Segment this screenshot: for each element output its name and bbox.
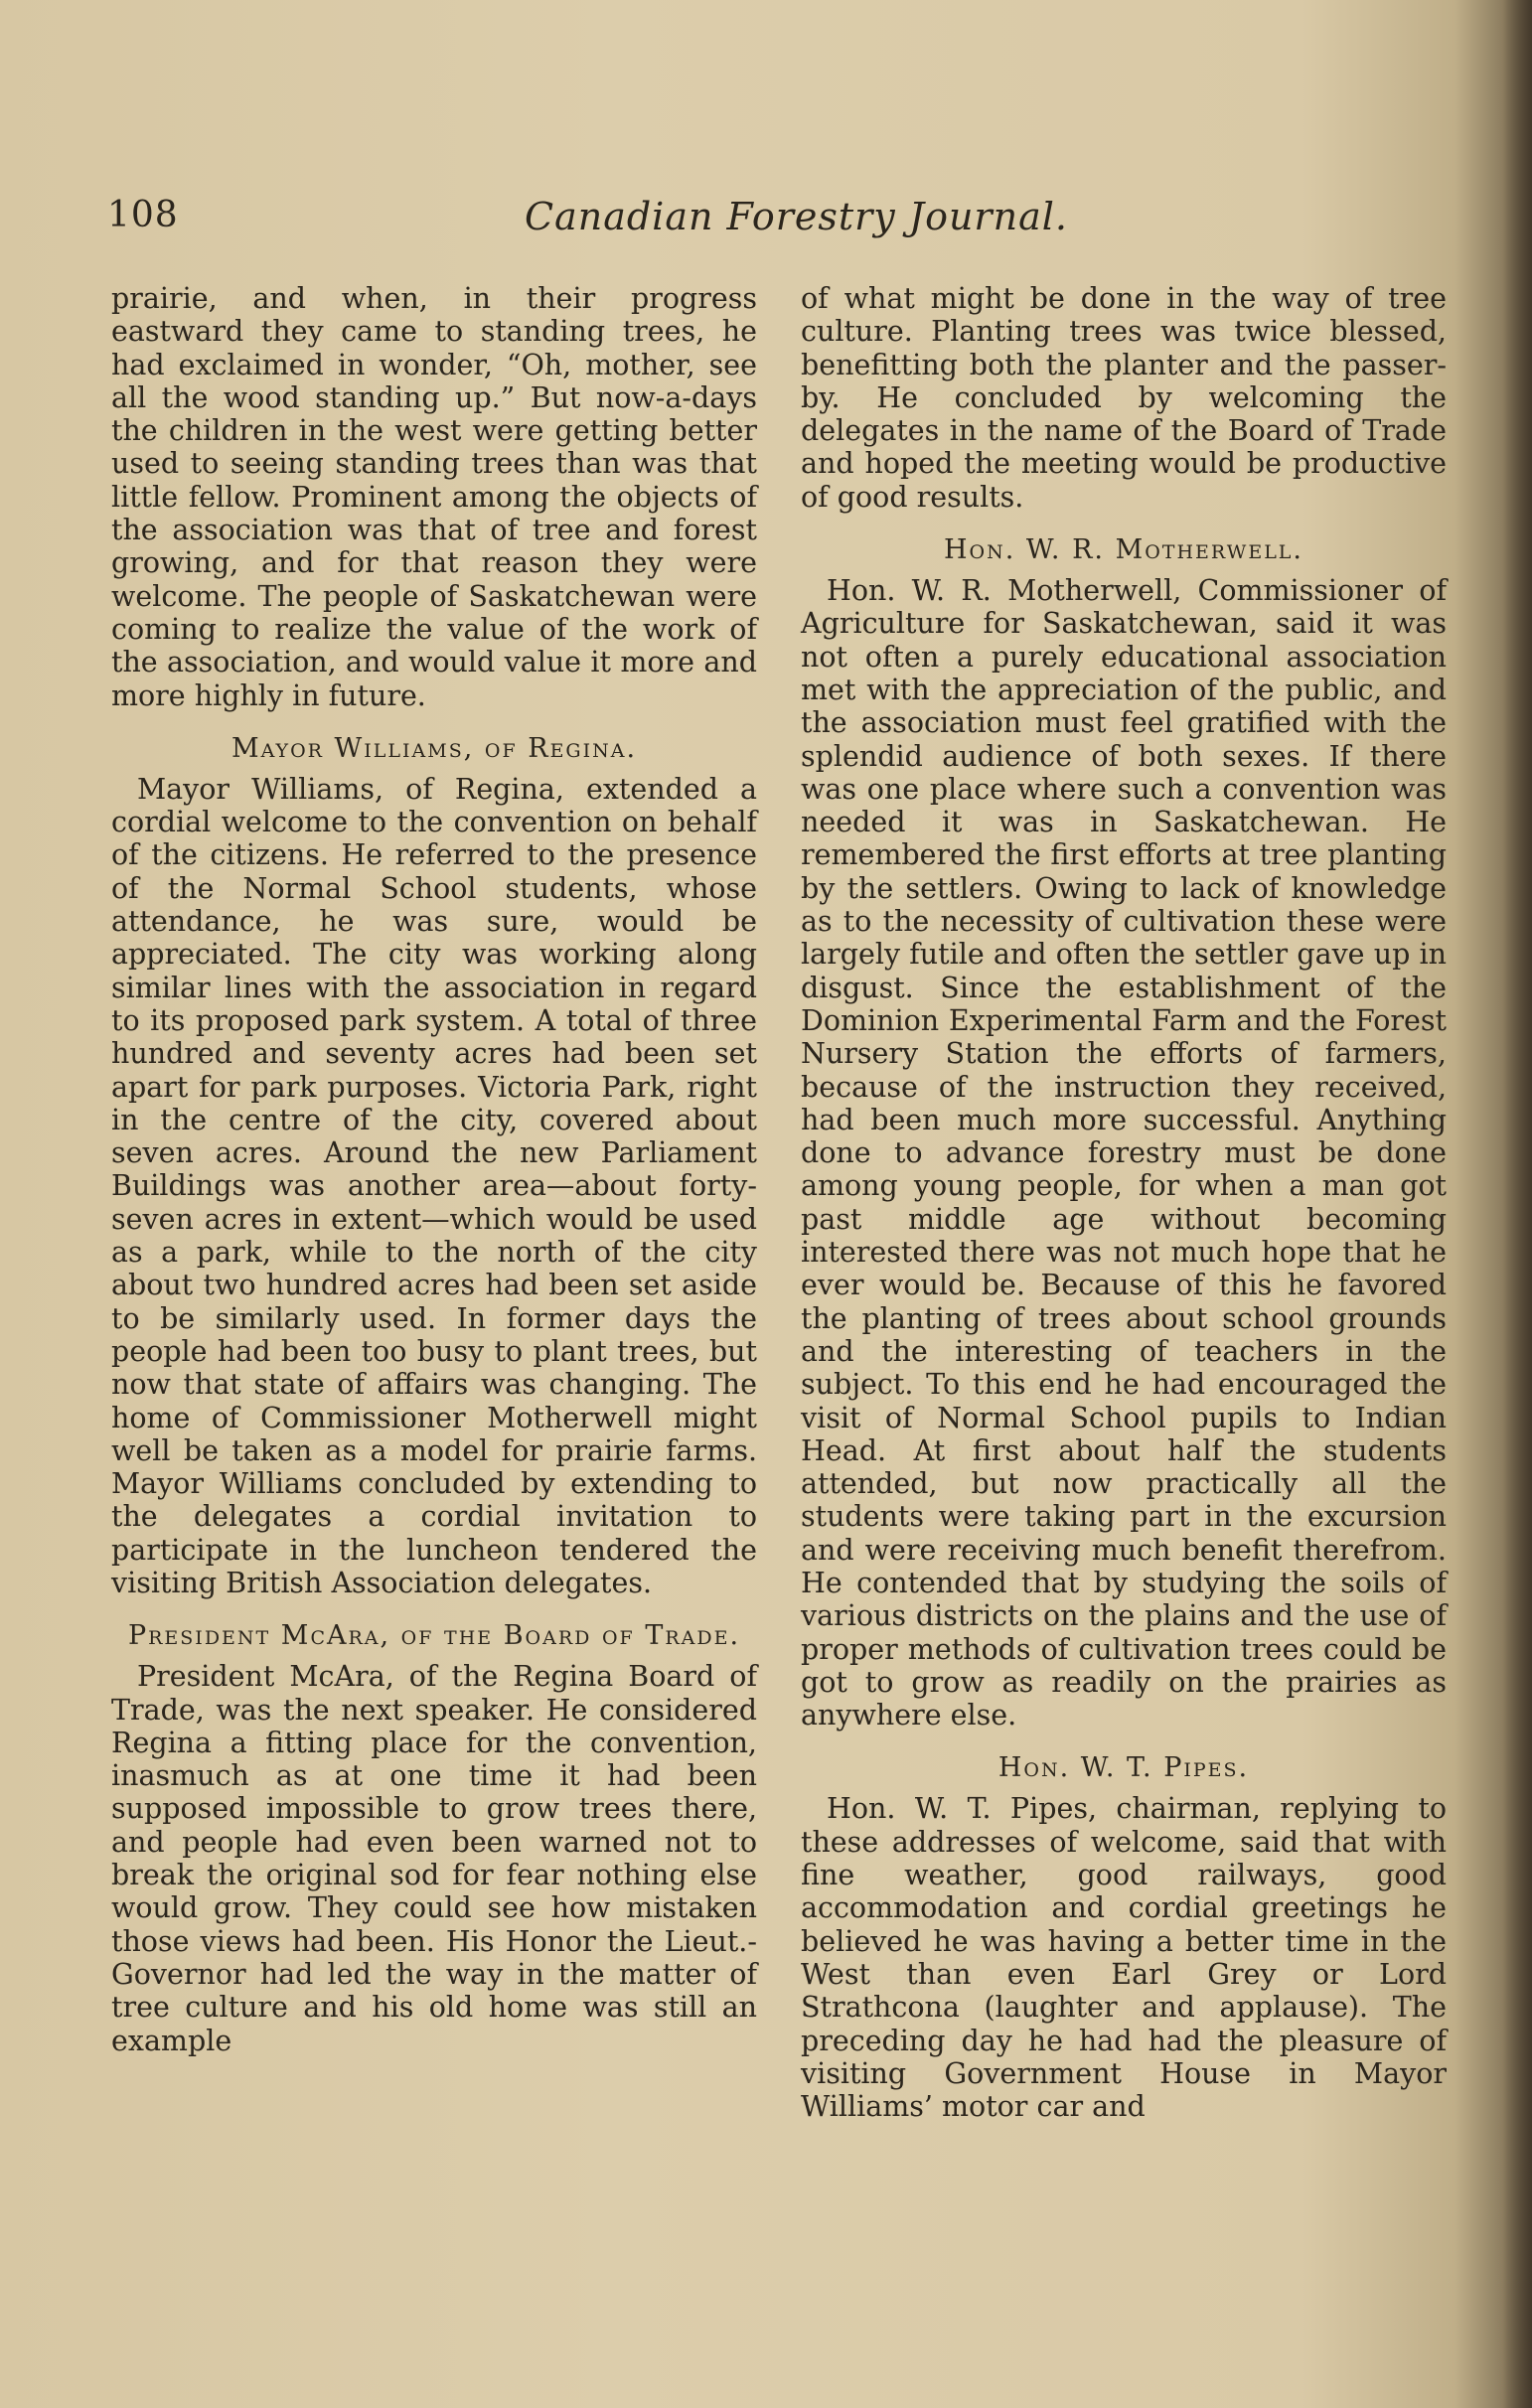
left-column [111,282,757,2057]
section-heading: President McAra, of the Board of Trade. [127,1620,741,1652]
page-number: 108 [107,195,179,235]
paragraph: Hon. W. R. Motherwell, Commissioner of Agriculture for Saskatchewan, said it was not often a purely educational association met with the appreciation of the public, and the association must feel gratified with the splendid audience of both sexes. If there was one place where such a convention was needed it was in Saskatchewan. He remembered the first efforts at tree planting by the settlers. Owing to lack of knowledge as to the necessity of cultivation these were largely futile and often the settler gave up in disgust. Since the establishment of the Dominion Experimental Farm and the Forest Nursery Station the efforts of farmers, because of the instruction they received, had been much more successful. Anything done to advance forestry must be done among young people, for when a man got past middle age without becoming interested there was not much hope that he ever would be. Because of this he favored the planting of trees about school grounds and the interesting of teachers in the subject. To this end he had encouraged the visit of Normal School pupils to Indian Head. At first about half the students attended, but now practically all the students were taking part in the excursion and were receiving much benefit therefrom. He contended that by studying the soils of various districts on the plains and the use of proper methods of cultivation trees could be got to grow as readily on the prairies as anywhere else. [801,574,1447,1732]
right-column [801,282,1447,2123]
paragraph: Mayor Williams, of Regina, extended a cordial welcome to the convention on behalf of the citizens. He referred to the presence of the Normal School students, whose attendance, he was sure, would be appreciated. The city was working along similar lines with the association in regard to its proposed park system. A total of three hundred and seventy acres had been set apart for park purposes. Victoria Park, right in the centre of the city, covered about seven acres. Around the new Parliament Buildings was another area—about forty-seven acres in extent—which would be used as a park, while to the north of the city about two hundred acres had been set aside to be similarly used. In former days the people had been too busy to plant trees, but now that state of affairs was changing. The home of Commissioner Motherwell might well be taken as a model for prairie farms. Mayor Williams concluded by extending to the delegates a cordial invitation to participate in the luncheon tendered the visiting British Association delegates. [111,772,757,1599]
page-header [107,195,1449,250]
running-title: Canadian Forestry Journal. [525,195,1068,238]
section-heading: Mayor Williams, of Regina. [230,732,638,764]
section-heading: Hon. W. R. Motherwell. [943,534,1304,566]
section-heading: Hon. W. T. Pipes. [997,1752,1250,1784]
paragraph: of what might be done in the way of tree culture. Planting trees was twice blessed, benefitting both the planter and the passer-by. He concluded by welcoming the delegates in the name of the Board of Trade and hoped the meeting would be productive of good results. [801,282,1447,514]
paragraph: Hon. W. T. Pipes, chairman, replying to these addresses of welcome, said that with fine weather, good railways, good accommodation and cordial greetings he believed he was having a better time in the West than even Earl Grey or Lord Strathcona (laughter and applause). The preceding day he had had the pleasure of visiting Government House in Mayor Williams’ motor car and [801,1792,1447,2124]
paragraph: President McAra, of the Regina Board of Trade, was the next speaker. He considered Regina a fitting place for the convention, inasmuch as at one time it had been supposed impossible to grow trees there, and people had even been warned not to break the original sod for fear nothing else would grow. They could see how mistaken those views had been. His Honor the Lieut.-Governor had led the way in the matter of tree culture and his old home was still an example [111,1660,757,2057]
paragraph: prairie, and when, in their progress eastward they came to standing trees, he had exclaimed in wonder, “Oh, mother, see all the wood standing up.” But now-a-days the children in the west were getting better used to seeing standing trees than was that little fellow. Prominent among the objects of the association was that of tree and forest growing, and for that reason they were welcome. The people of Saskatchewan were coming to realize the value of the work of the association, and would value it more and more highly in future. [111,282,757,712]
page-edge-shadow [1502,0,1532,2408]
